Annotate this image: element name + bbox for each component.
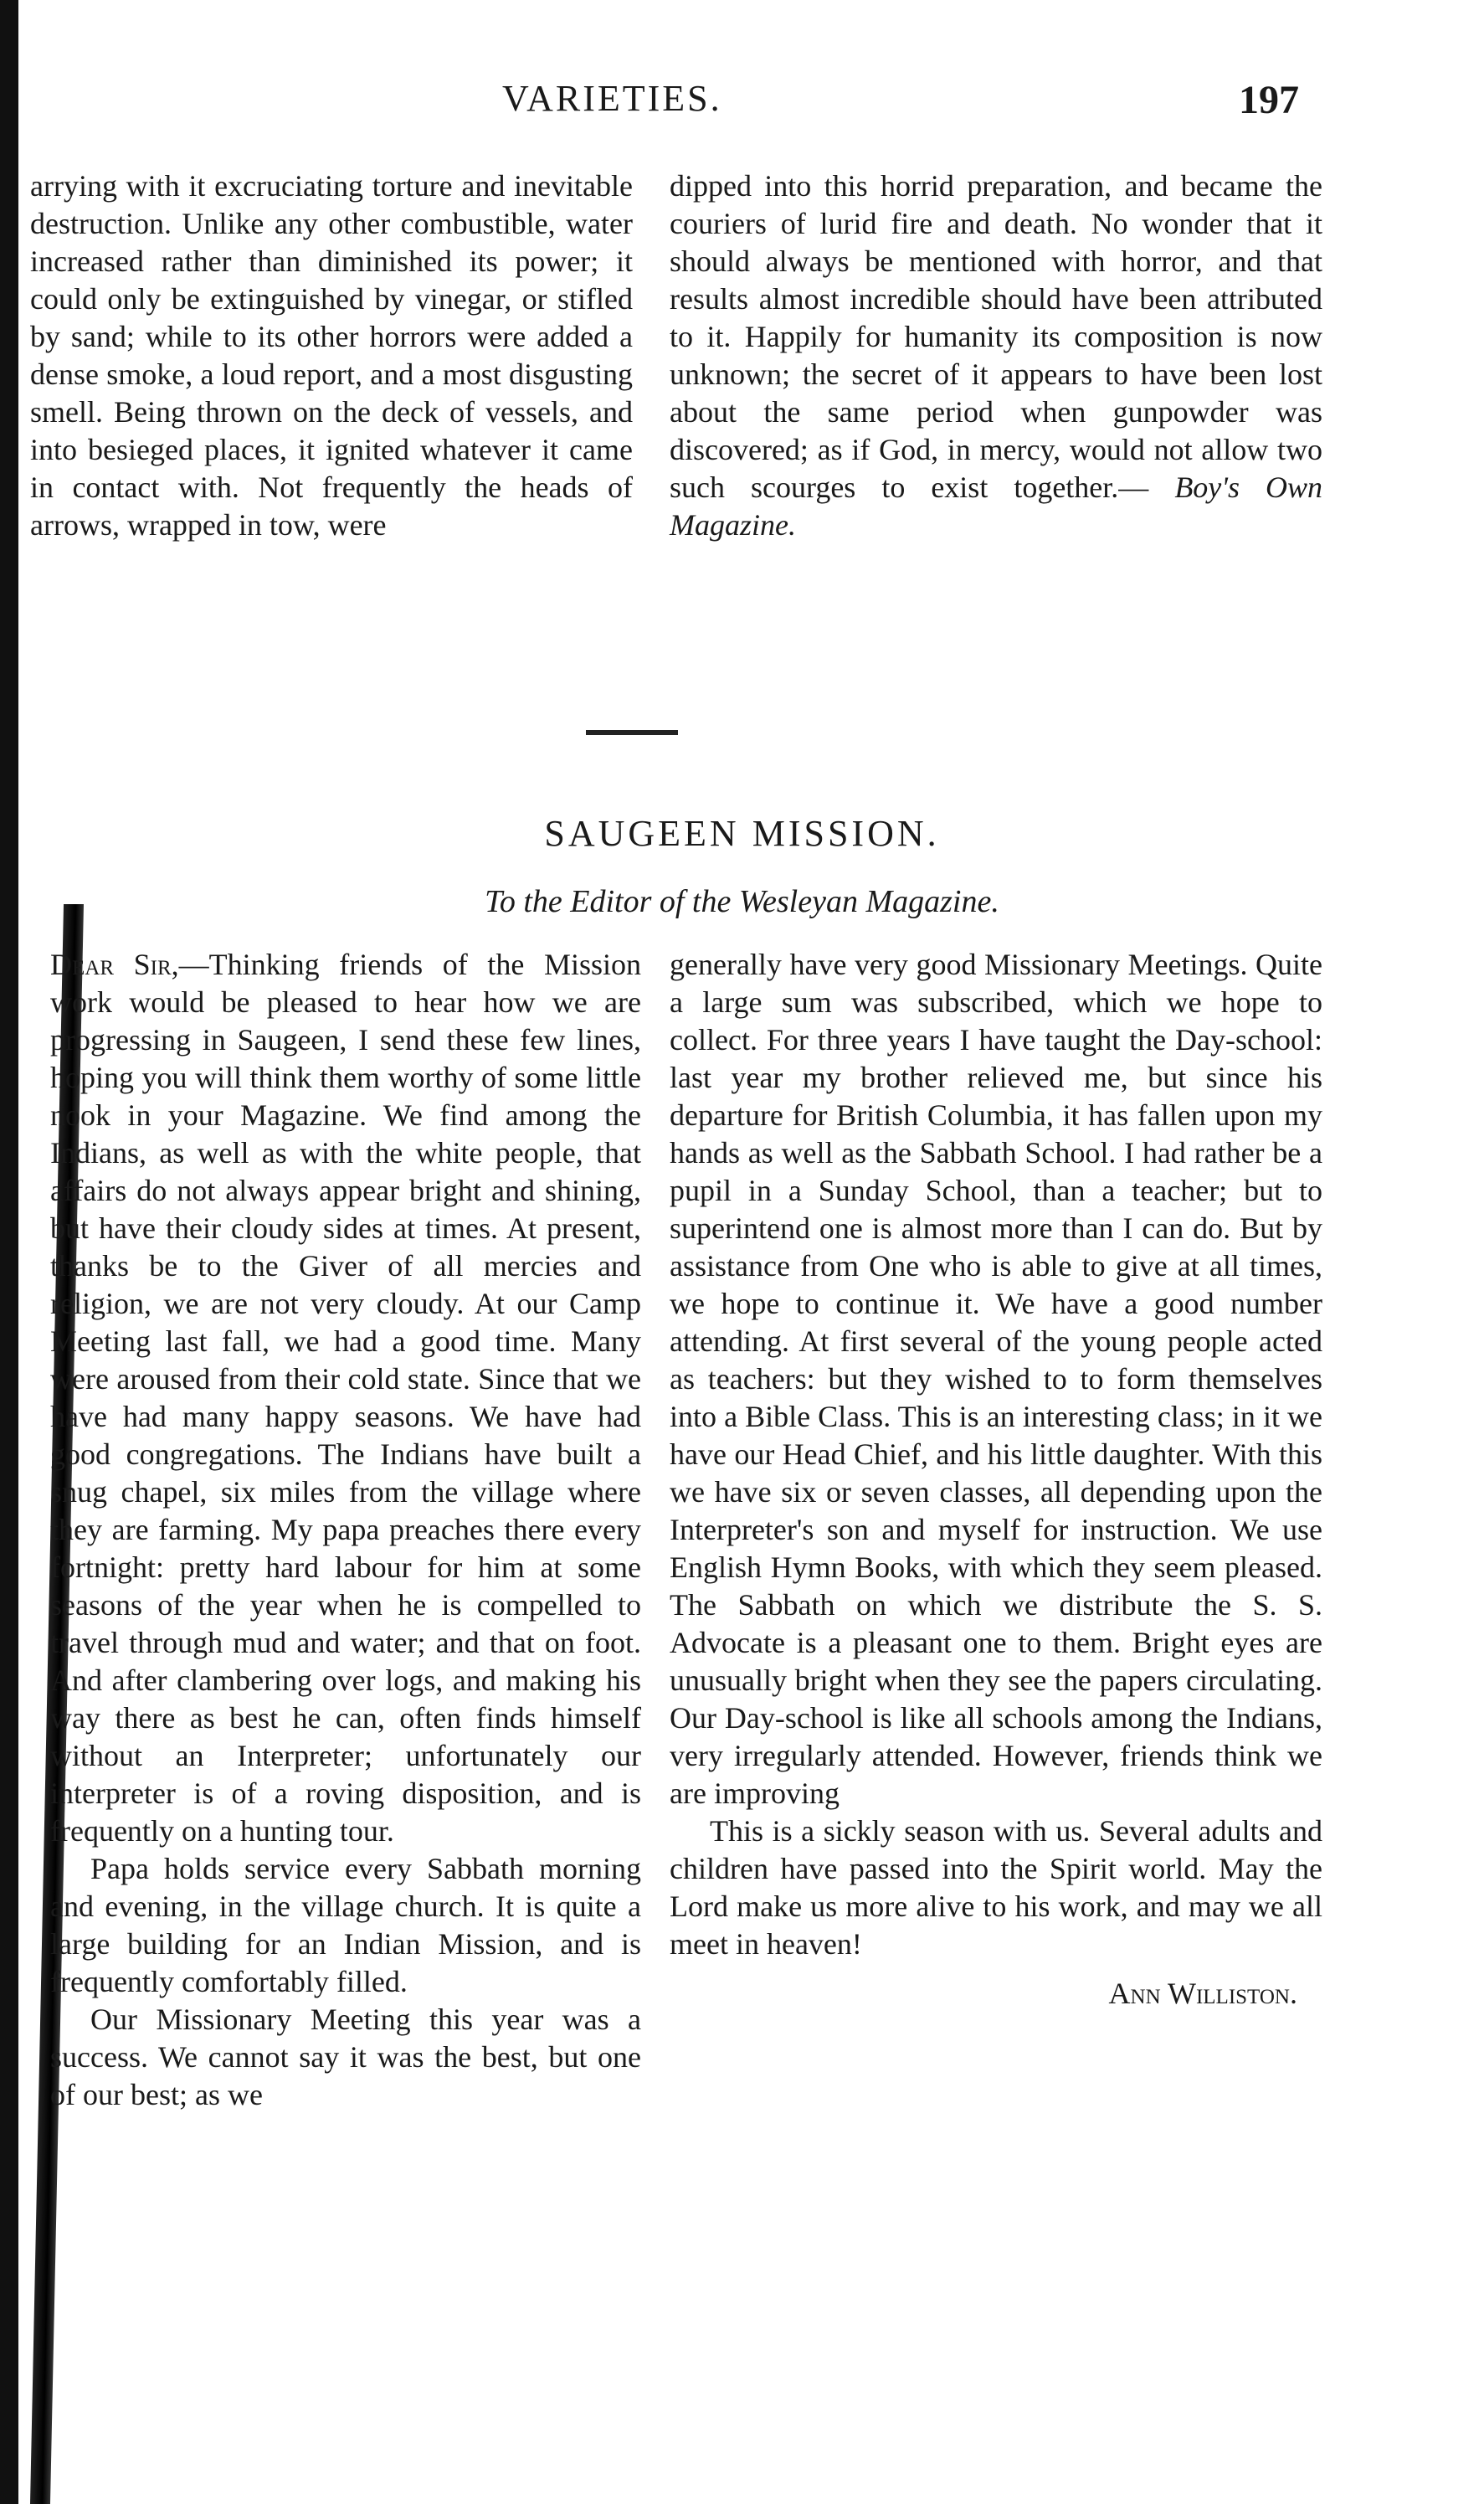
binding-shadow: [0, 0, 18, 2504]
top-article-right-text: dipped into this horrid preparation, and became the couriers of lurid fire and death. No wonder that it should always be mentioned with horror, and that results almost incredible should have been attributed to it. Happily for humanity its composition is now unknown; the secret of it appears to have been lost about the same period when gunpowder was discovered; as if God, in mercy, would not allow two such scourges to exist together.—: [670, 169, 1322, 504]
paragraph: generally have very good Missionary Meetings. Quite a large sum was subscribed, which we hope to collect. For three years I have taught the Day-school: last year my brother relieved me, but since his departure for British Columbia, it has fallen upon my hands as well as the Sabbath School. I had rather be a pupil in a Sunday School, than a teacher; but to superintend one is almost more than I can do. But by assistance from One who is able to give at all times, we hope to continue it. We have a good number attending. At first several of the young people acted as teachers: but they wished to to form themselves into a Bible Class. This is an interesting class; in it we have our Head Chief, and his little daughter. With this we have six or seven classes, all depending upon the Interpreter's son and myself for instruction. We use English Hymn Books, with which they seem pleased. The Sabbath on which we distribute the S. S. Advocate is a pleasant one to them. Bright eyes are unusually bright when they see the papers circulating. Our Day-school is like all schools among the Indians, very irregularly attended. However, friends think we are improving: [670, 948, 1322, 1810]
article-title: SAUGEEN MISSION.: [544, 813, 940, 854]
salutation: Dear Sir,: [50, 948, 179, 981]
article-source: Boy's Own Magazine.: [670, 470, 1323, 542]
article-left-column: [50, 946, 641, 2114]
section-divider: [586, 730, 678, 735]
page-number: 197: [1239, 78, 1299, 122]
top-article-left-text: arrying with it excruciating torture and inevitable destruction. Unlike any other combustible, water increased rather than diminished its power; it could only be extinguished by vinegar, or stifled by sand; while to its other horrors were added a dense smoke, a loud report, and a most disgusting smell. Being thrown on the deck of vessels, and into besieged places, it ignited whatever it came in contact with. Not frequently the heads of arrows, wrapped in tow, were: [30, 169, 633, 542]
paragraph: Papa holds service every Sabbath morning and evening, in the village church. It is quite a large building for an Indian Mission, and is frequently comfortably filled.: [50, 1852, 641, 1998]
top-article-right-column: [670, 167, 1322, 544]
top-article-left-column: [30, 167, 633, 544]
signature: Ann Williston.: [1108, 1977, 1297, 2010]
page-header: [0, 77, 1484, 136]
paragraph-text: —Thinking friends of the Mission work would be pleased to hear how we are progressing in Saugeen, I send these few lines, hoping you will think them worthy of some little nook in your Magazine. We find among the Indians, as well as with the white people, that affairs do not always appear bright and shining, but have their cloudy sides at times. At present, thanks be to the Giver of all mercies and religion, we are not very cloudy. At our Camp Meeting last fall, we had a good time. Many were aroused from their cold state. Since that we have had many happy seasons. We have had good congregations. The Indians have built a snug chapel, six miles from the village where they are farming. My papa preaches there every fortnight: pretty hard labour for him at some seasons of the year when he is compelled to travel through mud and water; and that on foot. And after clambering over logs, and making his way there as best he can, often finds himself without an Interpreter; unfortunately our interpreter is of a roving disposition, and is frequently on a hunting tour.: [50, 948, 641, 1848]
paragraph: Our Missionary Meeting this year was a success. We cannot say it was the best, but one of our best; as we: [50, 2003, 641, 2111]
paragraph: [50, 946, 641, 1850]
article-subtitle: To the Editor of the Wesleyan Magazine.: [485, 884, 999, 919]
running-head: VARIETIES.: [502, 78, 722, 119]
article-right-column: [670, 946, 1322, 2013]
paragraph: This is a sickly season with us. Several adults and children have passed into the Spirit world. May the Lord make us more alive to his work, and may we all meet in heaven!: [670, 1814, 1322, 1961]
